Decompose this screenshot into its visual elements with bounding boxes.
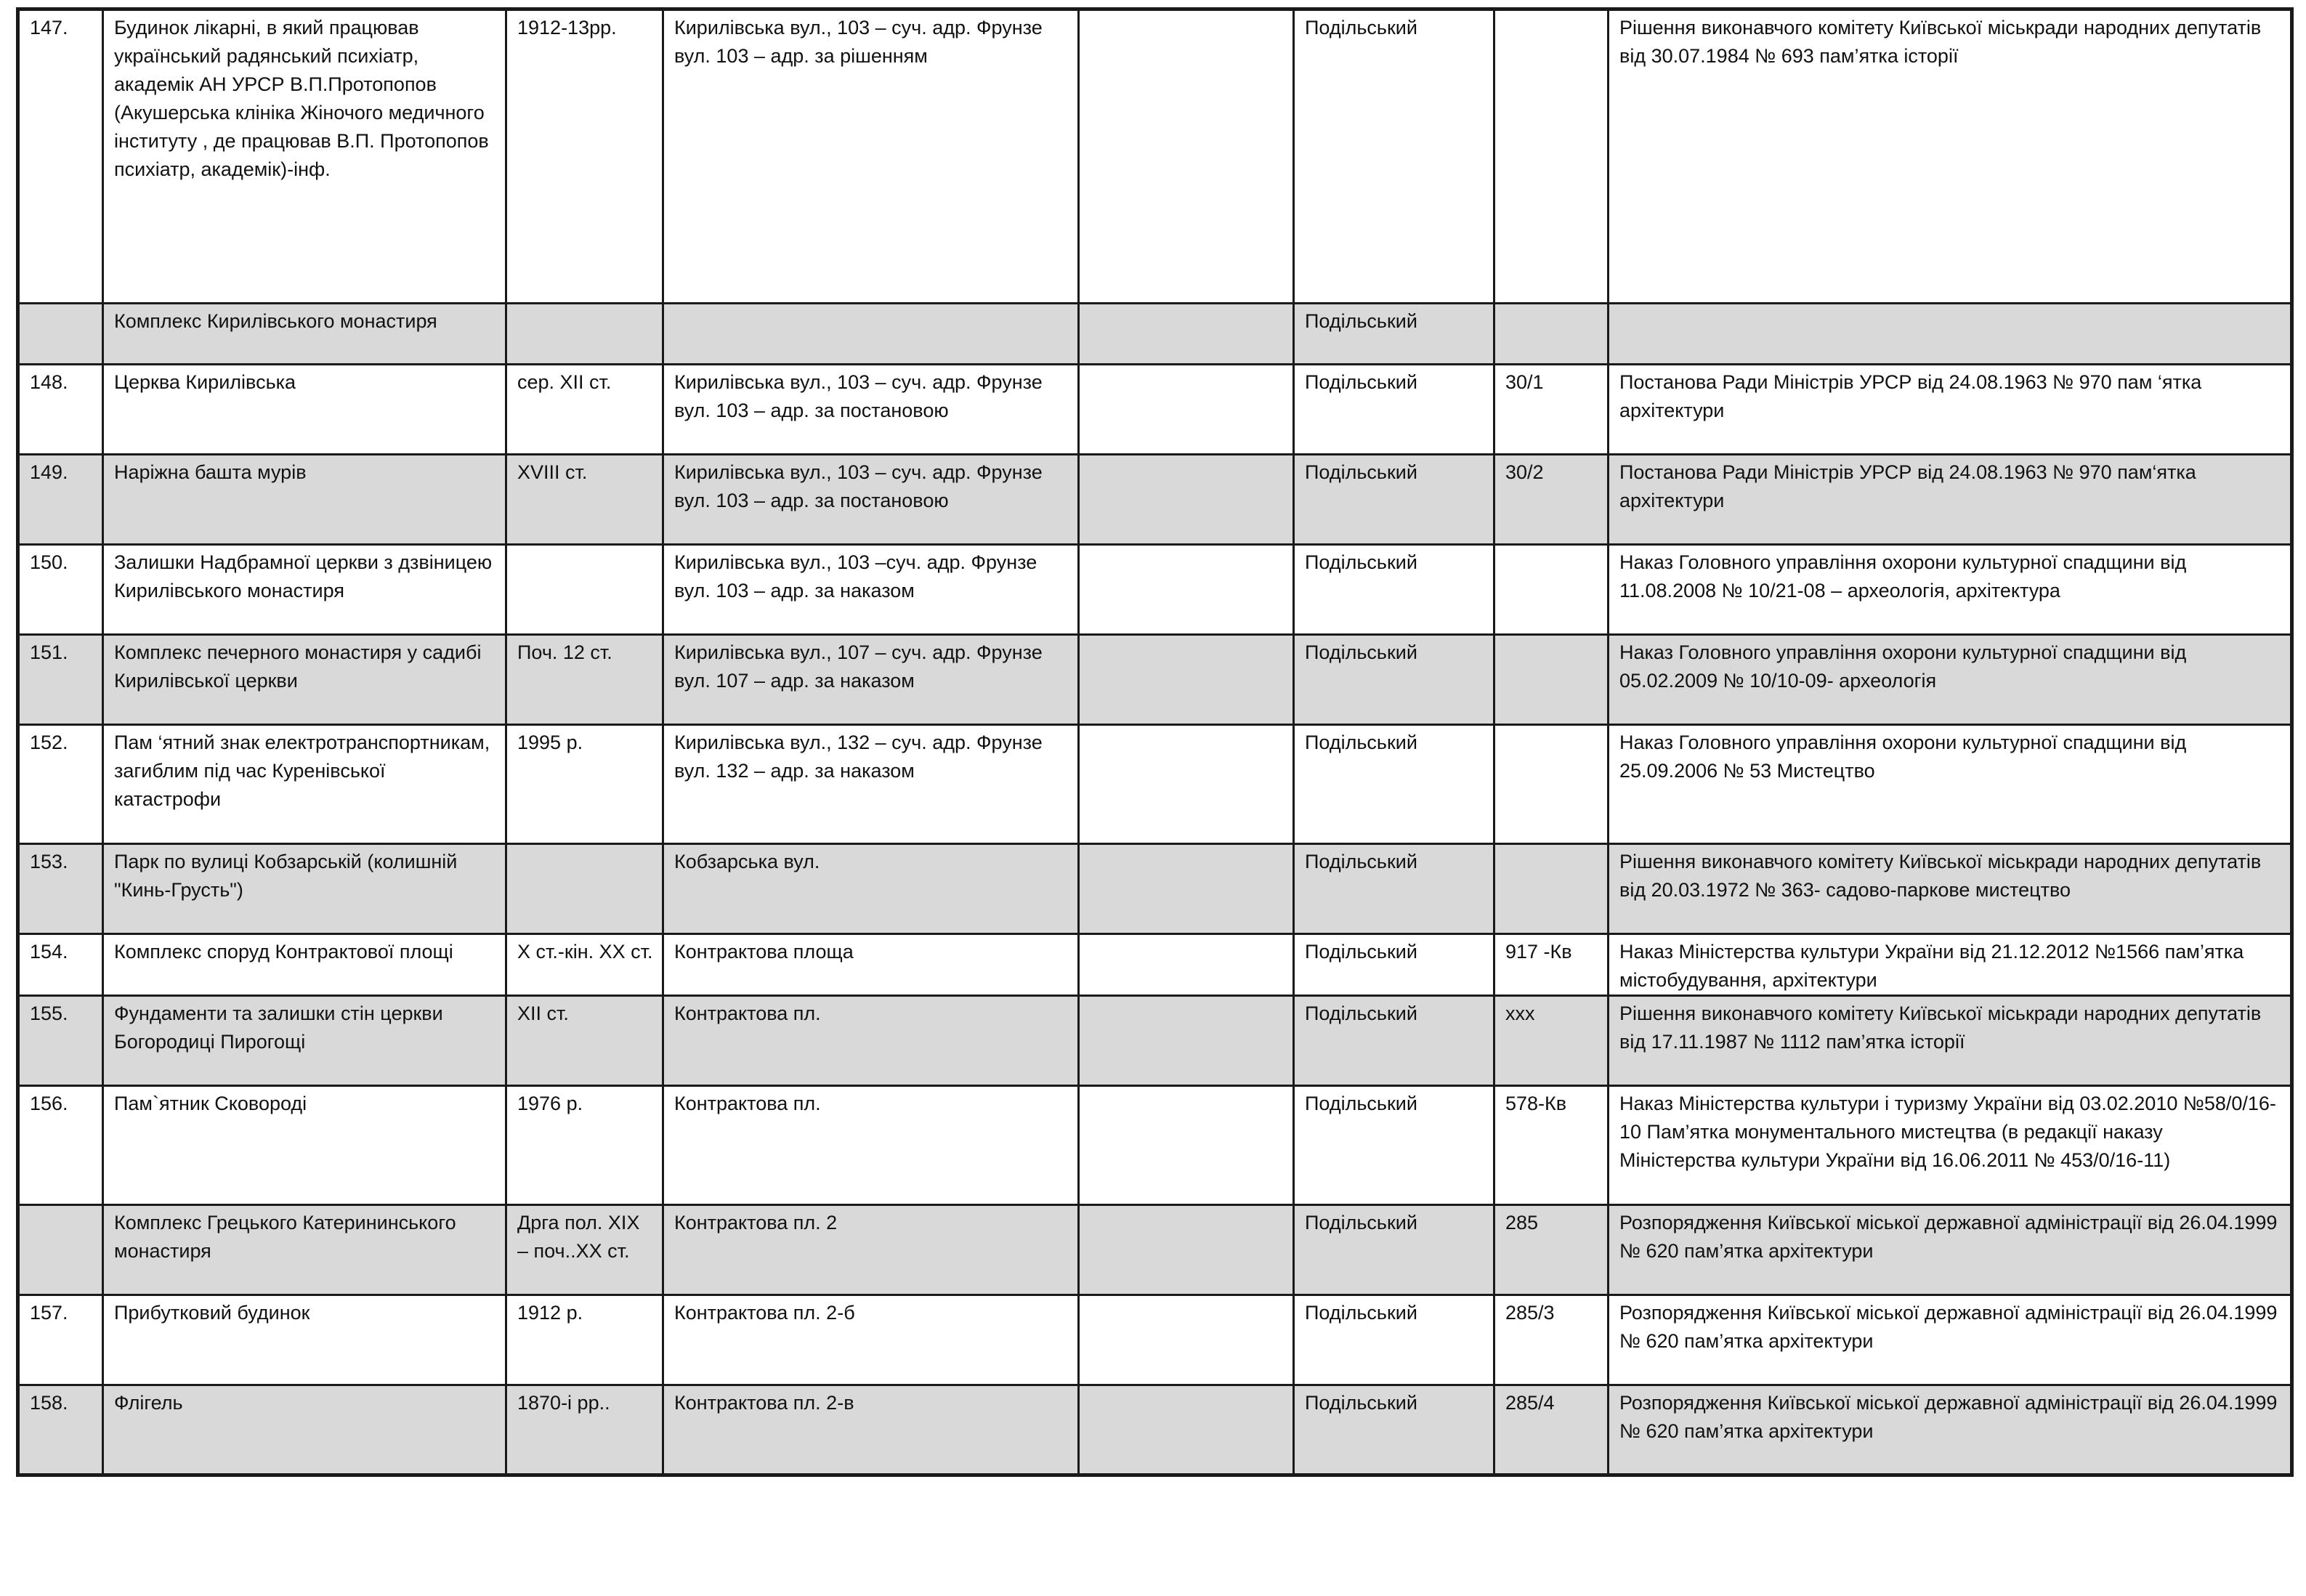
cell-row-number: 156. [18, 1086, 103, 1205]
cell-object-address: Кирилівська вул., 103 – суч. адр. Фрунзе вул. 103 – адр. за постановою [663, 455, 1079, 545]
cell-object-date: 1976 р. [506, 1086, 663, 1205]
cell-object-name: Церква Кирилівська [103, 365, 506, 455]
cell-object-name: Парк по вулиці Кобзарській (колишній "Кинь-Грусть") [103, 844, 506, 934]
cell-row-number: 147. [18, 9, 103, 304]
cell-legal-document: Розпорядження Київської міської державної адміністрації від 26.04.1999 № 620 пам’ятка архітектури [1609, 1385, 2292, 1475]
cell-district: Подільський [1294, 844, 1494, 934]
cell-protection-number [1494, 725, 1609, 844]
cell-legal-document: Розпорядження Київської міської державної адміністрації від 26.04.1999 № 620 пам’ятка архітектури [1609, 1295, 2292, 1385]
cell-district: Подільський [1294, 1086, 1494, 1205]
cell-object-name: Комплекс Грецького Катерининського монастиря [103, 1205, 506, 1295]
cell-empty-column [1079, 635, 1294, 725]
cell-district: Подільський [1294, 1385, 1494, 1475]
cell-row-number: 151. [18, 635, 103, 725]
cell-empty-column [1079, 455, 1294, 545]
cell-empty-column [1079, 545, 1294, 635]
cell-district: Подільський [1294, 934, 1494, 996]
table-body [18, 9, 2292, 1475]
cell-row-number: 157. [18, 1295, 103, 1385]
cell-row-number: 152. [18, 725, 103, 844]
cell-district: Подільський [1294, 996, 1494, 1086]
cell-object-address: Контрактова пл. 2 [663, 1205, 1079, 1295]
cell-legal-document: Наказ Головного управління охорони культурної спадщини від 05.02.2009 № 10/10-09- археологія [1609, 635, 2292, 725]
cell-legal-document: Наказ Міністерства культури і туризму України від 03.02.2010 №58/0/16-10 Пам’ятка монументального мистецтва (в редакції наказу Міністерства культури України від 16.06.2011 № 453/0/16-11) [1609, 1086, 2292, 1205]
cell-row-number: 150. [18, 545, 103, 635]
cell-object-date: 1995 р. [506, 725, 663, 844]
cell-legal-document: Рішення виконавчого комітету Київської міськради народних депутатів від 20.03.1972 № 363- садово-паркове мистецтво [1609, 844, 2292, 934]
cell-legal-document: Рішення виконавчого комітету Київської міськради народних депутатів від 17.11.1987 № 1112 пам’ятка історії [1609, 996, 2292, 1086]
cell-object-name: Комплекс споруд Контрактової площі [103, 934, 506, 996]
table-row [18, 545, 2292, 635]
cell-protection-number: 30/2 [1494, 455, 1609, 545]
cell-object-address: Кобзарська вул. [663, 844, 1079, 934]
cell-object-name: Флігель [103, 1385, 506, 1475]
cell-protection-number [1494, 844, 1609, 934]
cell-object-name: Фундаменти та залишки стін церкви Богородиці Пирогощі [103, 996, 506, 1086]
cell-legal-document: Розпорядження Київської міської державної адміністрації від 26.04.1999 № 620 пам’ятка архітектури [1609, 1205, 2292, 1295]
cell-object-name: Будинок лікарні, в який працював український радянський психіатр, академік АН УРСР В.П.Протопопов (Акушерська клініка Жіночого медичного інституту , де працював В.П. Протопопов психіатр, академік)-інф. [103, 9, 506, 304]
cell-row-number: 158. [18, 1385, 103, 1475]
table-row [18, 9, 2292, 304]
cell-object-date [506, 304, 663, 365]
cell-object-address: Контрактова пл. [663, 996, 1079, 1086]
cell-empty-column [1079, 1385, 1294, 1475]
cell-protection-number: 285/3 [1494, 1295, 1609, 1385]
cell-district: Подільський [1294, 635, 1494, 725]
cell-object-date [506, 844, 663, 934]
cell-protection-number [1494, 635, 1609, 725]
cell-district: Подільський [1294, 725, 1494, 844]
cell-object-address: Кирилівська вул., 103 – суч. адр. Фрунзе вул. 103 – адр. за постановою [663, 365, 1079, 455]
table-row [18, 1086, 2292, 1205]
table-row [18, 934, 2292, 996]
cell-object-address: Контрактова пл. 2-в [663, 1385, 1079, 1475]
cell-object-date [506, 545, 663, 635]
table-row [18, 635, 2292, 725]
table-row [18, 844, 2292, 934]
cell-object-date: Поч. 12 ст. [506, 635, 663, 725]
cell-empty-column [1079, 844, 1294, 934]
cell-legal-document: Рішення виконавчого комітету Київської міськради народних депутатів від 30.07.1984 № 693 пам’ятка історії [1609, 9, 2292, 304]
cell-legal-document: Наказ Головного управління охорони культурної спадщини від 11.08.2008 № 10/21-08 – археологія, архітектура [1609, 545, 2292, 635]
cell-object-name: Наріжна башта мурів [103, 455, 506, 545]
cell-object-address [663, 304, 1079, 365]
cell-protection-number [1494, 545, 1609, 635]
cell-district: Подільський [1294, 1295, 1494, 1385]
cell-empty-column [1079, 1295, 1294, 1385]
cell-object-date: 1912 р. [506, 1295, 663, 1385]
cell-object-date: X ст.-кін. XX ст. [506, 934, 663, 996]
cell-object-address: Контрактова пл. 2-б [663, 1295, 1079, 1385]
table-row [18, 455, 2292, 545]
cell-legal-document: Постанова Ради Міністрів УРСР від 24.08.1963 № 970 пам ‘ятка архітектури [1609, 365, 2292, 455]
cell-district: Подільський [1294, 304, 1494, 365]
cell-row-number: 149. [18, 455, 103, 545]
cell-row-number: 154. [18, 934, 103, 996]
cell-protection-number: 578-Кв [1494, 1086, 1609, 1205]
cell-protection-number: 917 -Кв [1494, 934, 1609, 996]
cell-object-date: сер. ХІІ ст. [506, 365, 663, 455]
cell-row-number [18, 1205, 103, 1295]
monuments-table [16, 7, 2294, 1477]
cell-object-date: 1870-і рр.. [506, 1385, 663, 1475]
cell-empty-column [1079, 996, 1294, 1086]
cell-empty-column [1079, 1205, 1294, 1295]
cell-district: Подільський [1294, 545, 1494, 635]
cell-legal-document [1609, 304, 2292, 365]
cell-object-date: XII ст. [506, 996, 663, 1086]
cell-row-number: 153. [18, 844, 103, 934]
cell-object-name: Прибутковий будинок [103, 1295, 506, 1385]
cell-object-date: 1912-13рр. [506, 9, 663, 304]
cell-district: Подільський [1294, 365, 1494, 455]
cell-object-address: Контрактова пл. [663, 1086, 1079, 1205]
cell-row-number [18, 304, 103, 365]
cell-district: Подільський [1294, 9, 1494, 304]
table-row [18, 365, 2292, 455]
cell-object-address: Кирилівська вул., 107 – суч. адр. Фрунзе вул. 107 – адр. за наказом [663, 635, 1079, 725]
cell-legal-document: Постанова Ради Міністрів УРСР від 24.08.1963 № 970 пам‘ятка архітектури [1609, 455, 2292, 545]
cell-row-number: 155. [18, 996, 103, 1086]
cell-protection-number [1494, 304, 1609, 365]
cell-protection-number: 285 [1494, 1205, 1609, 1295]
cell-object-name: Комплекс печерного монастиря у садибі Кирилівської церкви [103, 635, 506, 725]
cell-empty-column [1079, 725, 1294, 844]
cell-legal-document: Наказ Головного управління охорони культурної спадщини від 25.09.2006 № 53 Мистецтво [1609, 725, 2292, 844]
cell-row-number: 148. [18, 365, 103, 455]
table-row [18, 1205, 2292, 1295]
table-row [18, 725, 2292, 844]
cell-empty-column [1079, 304, 1294, 365]
cell-object-name: Пам`ятник Сковороді [103, 1086, 506, 1205]
cell-object-address: Контрактова площа [663, 934, 1079, 996]
cell-object-address: Кирилівська вул., 103 –суч. адр. Фрунзе вул. 103 – адр. за наказом [663, 545, 1079, 635]
cell-object-name: Залишки Надбрамної церкви з дзвіницею Кирилівського монастиря [103, 545, 506, 635]
cell-protection-number: ххх [1494, 996, 1609, 1086]
cell-legal-document: Наказ Міністерства культури України від 21.12.2012 №1566 пам’ятка містобудування, архітектури [1609, 934, 2292, 996]
cell-object-name: Пам ‘ятний знак електротранспортникам, загиблим під час Куренівської катастрофи [103, 725, 506, 844]
cell-protection-number: 30/1 [1494, 365, 1609, 455]
cell-empty-column [1079, 934, 1294, 996]
cell-object-address: Кирилівська вул., 103 – суч. адр. Фрунзе вул. 103 – адр. за рішенням [663, 9, 1079, 304]
table-row [18, 1385, 2292, 1475]
cell-district: Подільський [1294, 455, 1494, 545]
cell-protection-number [1494, 9, 1609, 304]
cell-object-name: Комплекс Кирилівського монастиря [103, 304, 506, 365]
cell-object-date: XVIII ст. [506, 455, 663, 545]
cell-empty-column [1079, 365, 1294, 455]
cell-empty-column [1079, 1086, 1294, 1205]
cell-object-address: Кирилівська вул., 132 – суч. адр. Фрунзе вул. 132 – адр. за наказом [663, 725, 1079, 844]
table-row [18, 996, 2292, 1086]
cell-empty-column [1079, 9, 1294, 304]
monuments-register-sheet [16, 7, 2294, 1477]
cell-protection-number: 285/4 [1494, 1385, 1609, 1475]
cell-district: Подільський [1294, 1205, 1494, 1295]
table-row [18, 1295, 2292, 1385]
table-row [18, 304, 2292, 365]
cell-object-date: Дрга пол. ХІХ – поч..ХХ ст. [506, 1205, 663, 1295]
